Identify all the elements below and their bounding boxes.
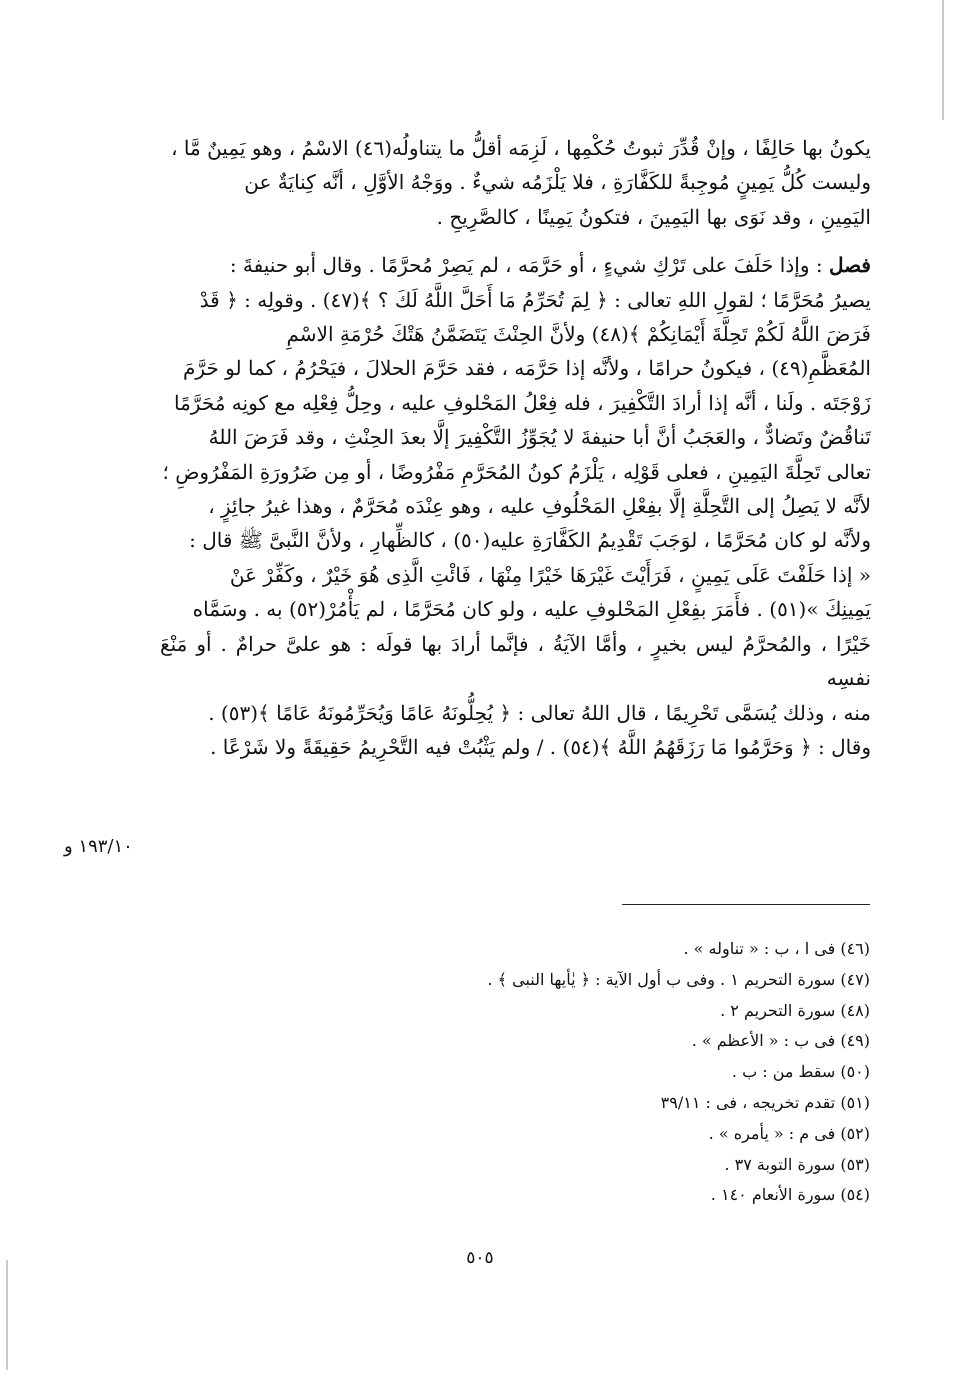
footnote-separator xyxy=(622,904,870,905)
margin-folio-reference: ١٩٣/١٠ و xyxy=(64,836,133,857)
scan-edge-mark xyxy=(6,1260,8,1370)
footnote: (٥١) تقدم تخريجه ، فى : ٣٩/١١ xyxy=(660,1092,870,1112)
text-line: ولأنَّه لو كان مُحَرَّمًا ، لوَجَبَ تَقْدِيمُ الكَفَّارَةِ عليه(٥٠) ، كالظِّهارِ ، ولأنَّ النَّبىَّ ﷺ قال : xyxy=(189,528,871,553)
page-number: ٥٠٥ xyxy=(466,1248,494,1268)
scan-edge-mark xyxy=(942,0,944,120)
text-line: اليَمِينِ ، وقد نَوَى بها اليَمِينَ ، فتكونُ يَمِينًا ، كالصَّرِيحِ . xyxy=(436,204,871,229)
footnote: (٤٦) فى ا ، ب : « تناوله » . xyxy=(683,939,870,958)
text-line: لأنَّه لا يَصِلُ إلى التَّحِلَّةِ إلَّا بفِعْلِ المَحْلُوفِ عليه ، وهو عِنْدَه مُحَرَّمٌ ، وهذا غيرُ جائِزٍ ، xyxy=(208,494,871,519)
text-line: خَيْرًا ، والمُحرَّمُ ليس بخيرٍ ، وأمَّا الآيَةُ ، فإنَّما أرادَ بها قولَه : هو علىَّ حرامٌ . أو مَنْعَ نفسِه xyxy=(160,631,871,691)
section-heading: فصل xyxy=(828,253,871,278)
text-line: فَرَضَ اللَّهُ لَكُمْ تَحِلَّةَ أَيْمَانِكُمْ ﴾(٤٨) ولأنَّ الحِنْثَ يَتَضَمَّنُ هَتْكَ حُرْمَةِ الاسْمِ xyxy=(286,322,871,347)
text-line: تَناقُضٌ وتَضادٌّ ، والعَجَبُ أنَّ أبا حنيفةَ لا يُجَوِّزُ التَّكْفِيرَ إلَّا بعدَ الحِنْثِ ، وقد فَرَضَ اللهُ xyxy=(208,425,871,450)
footnote: (٥٤) سورة الأنعام ١٤٠ . xyxy=(710,1185,870,1205)
text-line: يَمِينِكَ »(٥١) . فأَمَرَ بفِعْلِ المَحْلوفِ عليه ، ولو كان مُحَرَّمًا ، لم يَأْمُرْ(٥٢) به . وسَمَّاه xyxy=(192,597,871,622)
text-line: يصيرُ مُحَرَّمًا ؛ لقولِ اللهِ تعالى : ﴿ لِمَ تُحَرِّمُ مَا أَحَلَّ اللَّهُ لَكَ ؟ ﴾(٤٧) . وقولِه : ﴿ قَدْ xyxy=(199,287,871,312)
footnote: (٤٩) فى ب : « الأعظم » . xyxy=(691,1031,870,1051)
text-line-rest: : وإذا حَلَفَ على تَرْكِ شيءٍ ، أو حَرَّمَه ، لم يَصِرْ مُحرَّمًا . وقال أبو حنيفةَ : xyxy=(229,253,823,278)
footnotes xyxy=(430,934,870,1211)
paragraph-1 xyxy=(160,131,871,234)
footnote: (٥٠) سقط من : ب . xyxy=(731,1062,870,1082)
text-line xyxy=(160,248,871,282)
text-line: المُعَظَّمِ(٤٩) ، فيكونُ حرامًا ، ولأنَّه إذا حَرَّمَه ، فقد حَرَّمَ الحلالَ ، فيَحْرُمُ ، كما لو حَرَّمَ xyxy=(183,356,871,381)
text-line: وقال : ﴿ وَحَرَّمُوا مَا رَزَقَهُمُ اللَّهُ ﴾(٥٤) . / ولم يَثْبُتْ فيه التَّحْرِيمُ حَقِيقَةً ولا شَرْعًا . xyxy=(210,734,871,759)
main-text-block xyxy=(160,131,871,764)
text-line: وليست كُلُّ يَمِينٍ مُوجِبةً للكَفَّارَةِ ، فلا يَلْزَمُه شيءٌ . ووَجْهُ الأوَّلِ ، أنَّه كِنايَةٌ عن xyxy=(244,170,871,195)
text-line: تعالى تَحِلَّةَ اليَمِينِ ، فعلى قَوْلِه ، يَلْزَمُ كونُ المُحَرَّمِ مَفْرُوضًا ، أو مِن ضَرُورَةِ المَفْرُوضِ ؛ xyxy=(162,459,871,484)
footnote: (٥٢) فى م : « يأمره » . xyxy=(708,1123,870,1143)
footnote: (٤٨) سورة التحريم ٢ . xyxy=(720,1000,870,1020)
text-line: يكونُ بها حَالِفًا ، وإنْ قُدِّرَ ثبوتُ حُكْمِها ، لَزِمَه أقلُّ ما يتناولُه(٤٦) الاسْمُ ، وهو يَمِينٌ مَّا ، xyxy=(171,136,871,160)
text-line: زَوْجَتَه . ولَنا ، أنَّه إذا أرادَ التَّكْفِيرَ ، فله فِعْلُ المَحْلوفِ عليه ، وحِلُّ فِعْلِه مع كونِه مُحَرَّمًا xyxy=(173,390,871,415)
footnote: (٥٣) سورة التوبة ٣٧ . xyxy=(724,1154,870,1174)
footnote: (٤٧) سورة التحريم ١ . وفى ب أول الآية : ﴿ يٰأيها النبى ﴾ . xyxy=(487,969,870,989)
paragraph-2 xyxy=(160,248,871,764)
text-line: « إذا حَلَفْتَ عَلَى يَمِينٍ ، فَرَأَيْتَ غَيْرَهَا خَيْرًا مِنْهَا ، فَائْتِ الَّذِى هُوَ خَيْرٌ ، وكَفِّرْ عَنْ xyxy=(229,562,871,587)
text-line: منه ، وذلك يُسَمَّى تَحْرِيمًا ، قال اللهُ تعالى : ﴿ يُحِلُّونَهُ عَامًا وَيُحَرِّمُونَهُ عَامًا ﴾(٥٣) . xyxy=(208,700,871,725)
